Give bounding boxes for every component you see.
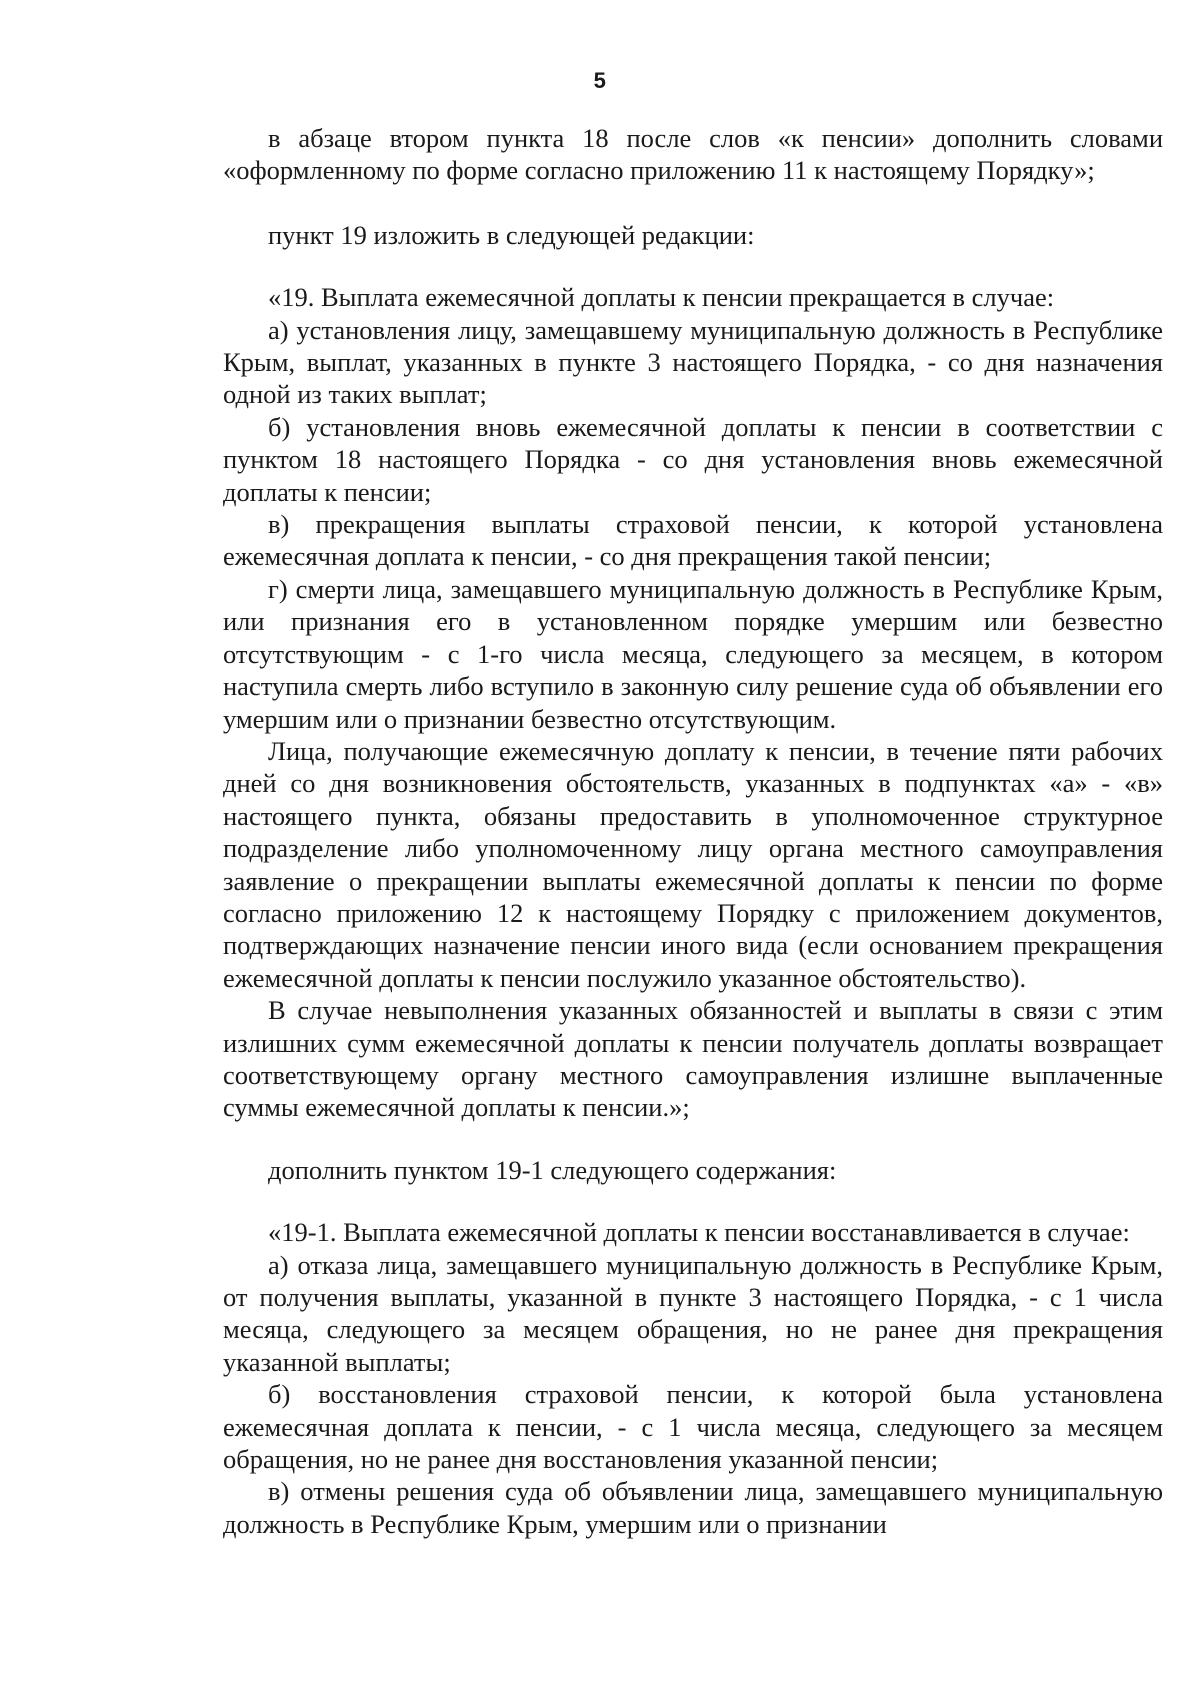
paragraph-p19-refund: В случае невыполнения указанных обязанностей и выплаты в связи с этим излишних сумм ежемесячной доплаты к пенсии получатель доплаты возвращает соответствующему органу местного самоуправления излишне выплаченные суммы ежемесячной доплаты к пенсии.»; xyxy=(223,995,1163,1123)
paragraph-p19-intro: пункт 19 изложить в следующей редакции: xyxy=(268,219,755,250)
paragraph-p19-1-item-b: б) восстановления страховой пенсии, к которой была установлена ежемесячная доплата к пенсии, - с 1 числа месяца, следующего за месяцем обращения, но не ранее дня восстановления указанной пенсии; xyxy=(223,1379,1163,1475)
paragraph-amendment-p18: в абзаце втором пункта 18 после слов «к пенсии» дополнить словами «оформленному по форме согласно приложению 11 к настоящему Порядку»; xyxy=(223,123,1163,186)
paragraph-p19-1-intro: дополнить пунктом 19-1 следующего содержания: xyxy=(268,1154,837,1185)
paragraph-p19-1-item-v: в) отмены решения суда об объявлении лица, замещавшего муниципальную должность в Республике Крым, умершим или о признании xyxy=(223,1476,1163,1539)
paragraph-p19-heading: «19. Выплата ежемесячной доплаты к пенсии прекращается в случае: xyxy=(268,282,1055,313)
paragraph-p19-1-item-a: а) отказа лица, замещавшего муниципальную должность в Республике Крым, от получения выплаты, указанной в пункте 3 настоящего Порядка, - с 1 числа месяца, следующего за месяцем обращения, но не ранее дня прекращения указанной выплаты; xyxy=(223,1249,1163,1377)
page-number: 5 xyxy=(593,68,607,93)
paragraph-p19-item-v: в) прекращения выплаты страховой пенсии, к которой установлена ежемесячная доплата к пенсии, - со дня прекращения такой пенсии; xyxy=(223,509,1163,572)
document-body xyxy=(223,122,1163,1540)
paragraph-p19-1-heading: «19-1. Выплата ежемесячной доплаты к пенсии восстанавливается в случае: xyxy=(268,1217,1130,1248)
paragraph-p19-obligations: Лица, получающие ежемесячную доплату к пенсии, в течение пяти рабочих дней со дня возникновения обстоятельств, указанных в подпунктах «а» - «в» настоящего пункта, обязаны предоставить в уполномоченное структурное подразделение либо уполномоченному лицу органа местного самоуправления заявление о прекращении выплаты ежемесячной доплаты к пенсии по форме согласно приложению 12 к настоящему Порядку с приложением документов, подтверждающих назначение пенсии иного вида (если основанием прекращения ежемесячной доплаты к пенсии послужило указанное обстоятельство). xyxy=(223,735,1163,993)
paragraph-p19-item-g: г) смерти лица, замещавшего муниципальную должность в Республике Крым, или признания его в установленном порядке умершим или безвестно отсутствующим - с 1-го числа месяца, следующего за месяцем, в котором наступила смерть либо вступило в законную силу решение суда об объявлении его умершим или о признании безвестно отсутствующим. xyxy=(223,573,1163,734)
paragraph-p19-item-b: б) установления вновь ежемесячной доплаты к пенсии в соответствии с пунктом 18 настоящего Порядка - со дня установления вновь ежемесячной доплаты к пенсии; xyxy=(223,411,1163,507)
paragraph-p19-item-a: а) установления лицу, замещавшему муниципальную должность в Республике Крым, выплат, указанных в пункте 3 настоящего Порядка, - со дня назначения одной из таких выплат; xyxy=(223,314,1163,410)
